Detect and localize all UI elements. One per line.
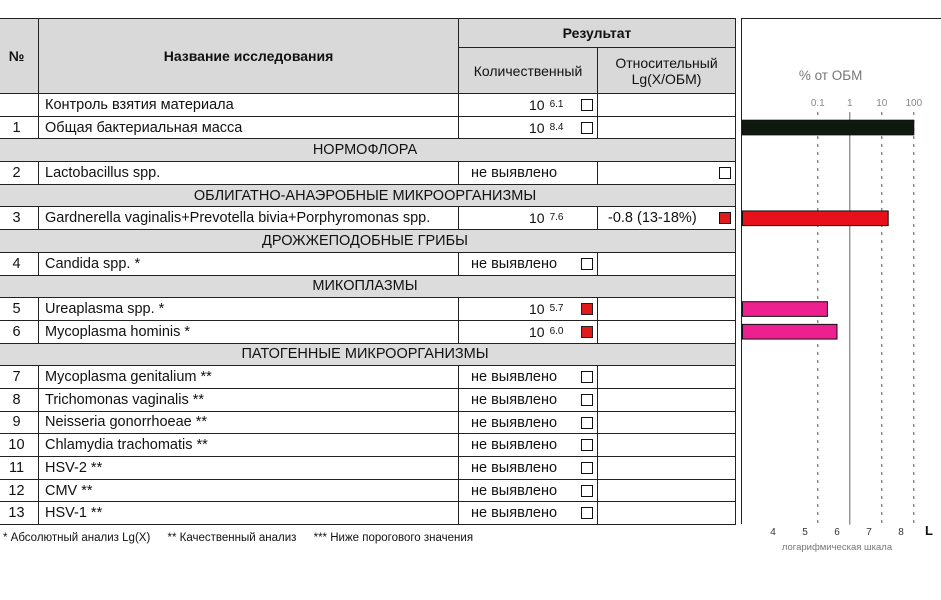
quantitative-cell [459,479,598,502]
relative-cell [598,298,736,321]
quantitative-result [529,97,563,114]
checkbox-icon [581,258,593,270]
section-label: ОБЛИГАТНО-АНАЭРОБНЫЕ МИКРООРГАНИЗМЫ [0,184,736,207]
row-number: 6 [0,320,39,343]
col-header-num: № [0,19,39,94]
quantitative-cell [459,94,598,117]
test-name: Общая бактериальная масса [39,116,459,139]
positive-marker-icon [719,212,731,224]
test-name: Mycoplasma hominis * [39,320,459,343]
data-bar [743,302,828,317]
test-name: Neisseria gonorrhoeae ** [39,411,459,434]
result-base: 10 [529,210,545,227]
quantitative-cell [459,366,598,389]
table-row [0,298,736,321]
qualitative-result: не выявлено [471,460,558,476]
relative-cell [598,411,736,434]
table-row [0,252,736,275]
table-row [0,116,736,139]
row-number: 8 [0,388,39,411]
col-header-relative [598,48,736,94]
row-number: 13 [0,502,39,525]
row-number: 5 [0,298,39,321]
table-body [0,94,736,525]
quantitative-cell [459,252,598,275]
section-label: ДРОЖЖЕПОДОБНЫЕ ГРИБЫ [0,230,736,253]
row-number: 11 [0,457,39,480]
checkbox-icon [581,507,593,519]
data-bar [743,211,889,226]
test-name: Ureaplasma spp. * [39,298,459,321]
data-bar [743,324,838,339]
row-number: 1 [0,116,39,139]
table-row [0,502,736,525]
result-exponent: 6.1 [549,99,564,110]
quantitative-result [529,120,563,137]
x-tick-label: 4 [770,527,776,538]
percent-tick-label: 0.1 [810,98,825,109]
row-number: 2 [0,162,39,185]
qualitative-result: не выявлено [471,369,558,386]
test-name: Gardnerella vaginalis+Prevotella bivia+Porphyromonas spp. [39,207,459,230]
quantitative-cell [459,457,598,480]
result-exponent: 8.4 [549,121,564,133]
qualitative-result: не выявлено [471,437,558,454]
col-header-result: Результат [459,19,736,48]
quantitative-cell [459,298,598,321]
footnote-3: *** Ниже порогового значения [313,532,474,544]
section-label: ПАТОГЕННЫЕ МИКРООРГАНИЗМЫ [0,343,736,366]
result-base: 10 [529,97,545,113]
test-name: Lactobacillus spp. [39,162,459,185]
table-row [0,479,736,502]
relative-cell [598,252,736,275]
qualitative-result: не выявлено [471,391,558,408]
results-table [0,18,736,525]
x-tick-label: 6 [834,527,840,538]
result-exponent: 7.6 [549,212,564,224]
result-base: 10 [529,119,545,136]
x-axis-label: логарифмическая шкала [781,542,893,553]
test-name: Trichomonas vaginalis ** [39,388,459,411]
test-name: Candida spp. * [39,252,459,275]
relative-cell [598,162,736,185]
section-label: НОРМОФЛОРА [0,139,736,162]
table-row [0,94,736,117]
row-number: 9 [0,411,39,434]
qualitative-result: не выявлено [471,165,558,182]
footnotes [3,532,487,544]
relative-line1: Относительный [615,54,718,71]
checkbox-icon [581,439,593,451]
relative-cell [598,116,736,139]
section-row [0,139,736,162]
relative-cell [598,207,736,230]
relative-cell [598,457,736,480]
percent-tick-label: 10 [876,98,888,109]
quantitative-result [529,301,563,318]
table-row [0,457,736,480]
percent-tick-label: 100 [905,98,923,109]
percent-chart [741,18,932,558]
table-row [0,434,736,457]
checkbox-icon [581,485,593,497]
result-exponent: 5.7 [549,303,564,315]
x-axis-cut-label: L [925,523,933,538]
row-number: 7 [0,366,39,389]
relative-cell [598,479,736,502]
qualitative-result: не выявлено [471,482,558,499]
positive-marker-icon [581,326,593,338]
quantitative-cell [459,116,598,139]
result-base: 10 [529,301,545,318]
section-row [0,230,736,253]
test-name: CMV ** [39,479,459,502]
test-name: HSV-2 ** [39,457,459,480]
section-row [0,184,736,207]
footnote-1: * Абсолютный анализ Lg(X) [3,532,151,544]
col-header-quantitative: Количественный [459,48,598,94]
quantitative-cell [459,162,598,185]
table-row [0,320,736,343]
quantitative-cell [459,411,598,434]
checkbox-icon [719,167,731,179]
chart-title: % от ОБМ [798,68,863,83]
relative-line2: Lg(X/ОБМ) [631,70,702,87]
relative-cell [598,502,736,525]
checkbox-icon [581,417,593,429]
test-name: Mycoplasma genitalium ** [39,366,459,389]
quantitative-cell [459,388,598,411]
data-bar [743,120,914,135]
table-row [0,388,736,411]
section-row [0,343,736,366]
table-row [0,162,736,185]
row-number: 12 [0,479,39,502]
row-number: 3 [0,207,39,230]
relative-cell [598,320,736,343]
row-number: 4 [0,252,39,275]
checkbox-icon [581,122,593,134]
table-row [0,411,736,434]
quantitative-cell [459,207,598,230]
result-base: 10 [529,323,545,340]
x-tick-label: 5 [802,527,808,538]
checkbox-icon [581,462,593,474]
footnote-2: ** Качественный анализ [167,532,297,544]
quantitative-cell [459,320,598,343]
table-row [0,366,736,389]
relative-cell [598,366,736,389]
quantitative-cell [459,434,598,457]
row-number: 10 [0,434,39,457]
section-row [0,275,736,298]
table-row [0,207,736,230]
positive-marker-icon [581,303,593,315]
result-exponent: 6.0 [549,325,564,337]
qualitative-result: не выявлено [471,414,558,431]
row-number [0,94,39,117]
col-header-name: Название исследования [39,19,459,94]
quantitative-result [529,324,563,341]
percent-tick-label: 1 [847,98,853,109]
quantitative-result [529,210,563,227]
test-name: Контроль взятия материала [39,94,459,117]
checkbox-icon [581,394,593,406]
qualitative-result: не выявлено [471,505,558,522]
qualitative-result: не выявлено [471,255,558,272]
relative-value: -0.8 (13-18%) [608,210,697,227]
x-tick-label: 8 [898,527,904,538]
quantitative-cell [459,502,598,525]
relative-cell [598,434,736,457]
x-tick-label: 7 [866,527,872,538]
relative-cell [598,94,736,117]
relative-cell [598,388,736,411]
section-label: МИКОПЛАЗМЫ [0,275,736,298]
checkbox-icon [581,371,593,383]
test-name: HSV-1 ** [39,502,459,525]
test-name: Chlamydia trachomatis ** [39,434,459,457]
checkbox-icon [581,99,593,111]
